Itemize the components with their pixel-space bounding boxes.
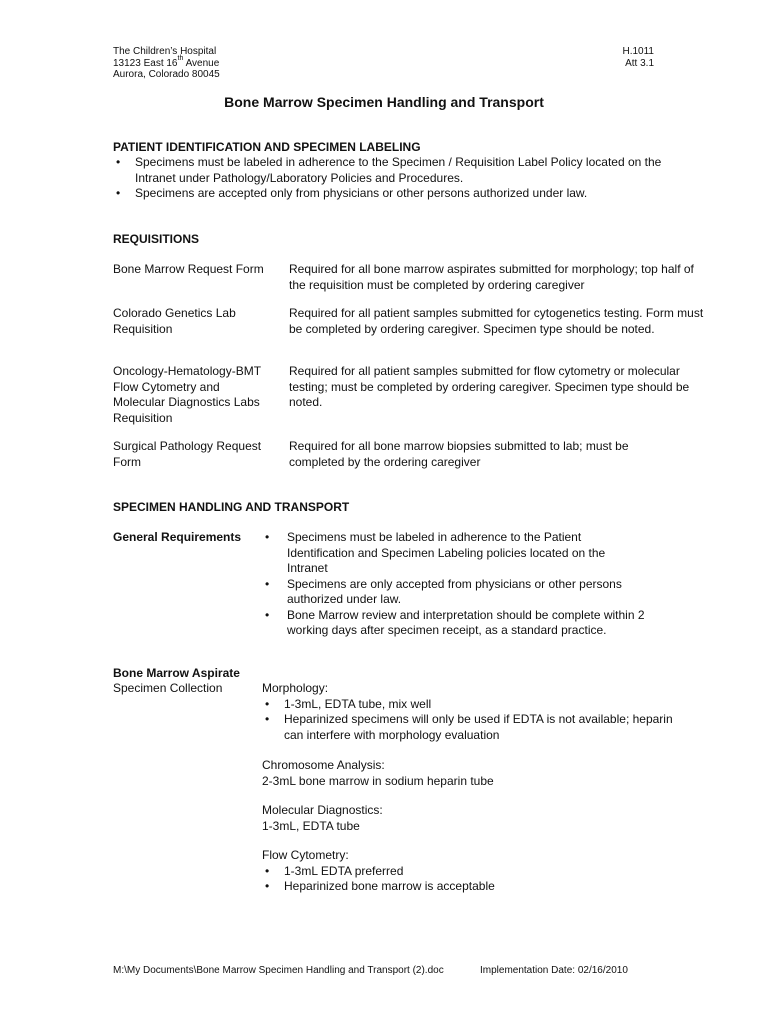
footer-file-path: M:\My Documents\Bone Marrow Specimen Handling and Transport (2).doc bbox=[113, 965, 444, 976]
list-item: • Specimens must be labeled in adherence to the Patient Identification and Specimen Labeling policies located on the Intranet bbox=[265, 530, 606, 575]
requisition-label: Colorado Genetics Lab Requisition bbox=[113, 306, 236, 336]
document-code bbox=[622, 46, 654, 69]
city-line: Aurora, Colorado 80045 bbox=[113, 69, 220, 80]
street-address: 13123 East 16th Avenue bbox=[113, 55, 220, 69]
morphology-heading: Morphology: bbox=[262, 681, 329, 695]
general-requirements-bullets bbox=[262, 530, 662, 639]
list-item: • Bone Marrow review and interpretation should be complete within 2 working days after specimen receipt, as a standard practice. bbox=[265, 607, 645, 637]
list-item: • Specimens are only accepted from physicians or other persons authorized under law. bbox=[265, 576, 622, 606]
requisition-label: Oncology-Hematology-BMT Flow Cytometry and Molecular Diagnostics Labs Requisition bbox=[113, 364, 261, 425]
list-item: • Specimens must be labeled in adherence to the Specimen / Requisition Label Policy located on the Intranet under Pathology/Laboratory Policies and Procedures. bbox=[116, 155, 662, 185]
molecular-text: 1-3mL, EDTA tube bbox=[262, 818, 360, 833]
requisition-description: Required for all bone marrow aspirates submitted for morphology; top half of the requisition must be completed by ordering caregiver bbox=[289, 262, 694, 292]
org-name: The Children’s Hospital bbox=[113, 46, 217, 57]
doc-code: H.1011 bbox=[622, 46, 654, 57]
requisition-label: Surgical Pathology Request Form bbox=[113, 439, 262, 469]
general-requirements-label: General Requirements bbox=[113, 530, 242, 544]
flow-bullets bbox=[262, 864, 682, 895]
aspirate-label: Bone Marrow Aspirate bbox=[113, 666, 240, 680]
aspirate-sublabel: Specimen Collection bbox=[113, 681, 223, 695]
attachment-code: Att 3.1 bbox=[625, 57, 654, 69]
bullet-icon: • bbox=[116, 155, 121, 169]
list-item: • Specimens are accepted only from physicians or other persons authorized under law. bbox=[116, 186, 588, 200]
bullet-icon: • bbox=[265, 607, 270, 622]
patient-id-bullets bbox=[113, 155, 673, 202]
morphology-bullets bbox=[262, 697, 682, 744]
requisition-description: Required for all patient samples submitted for cytogenetics testing. Form must be completed by ordering caregiver. Specimen type should be noted. bbox=[289, 306, 704, 336]
footer-implementation-date: Implementation Date: 02/16/2010 bbox=[480, 965, 628, 976]
institution-address bbox=[113, 46, 220, 81]
section-heading-handling: SPECIMEN HANDLING AND TRANSPORT bbox=[113, 500, 350, 514]
section-heading-patient-id: PATIENT IDENTIFICATION AND SPECIMEN LABELING bbox=[113, 140, 421, 154]
bullet-icon: • bbox=[116, 186, 121, 200]
molecular-heading: Molecular Diagnostics: bbox=[262, 803, 383, 817]
bullet-icon: • bbox=[265, 879, 270, 893]
chromosome-heading: Chromosome Analysis: bbox=[262, 758, 385, 772]
bullet-icon: • bbox=[265, 712, 270, 726]
requisition-description: Required for all patient samples submitted for flow cytometry or molecular testing; must be completed by ordering caregiver. Specimen type should be noted. bbox=[289, 364, 690, 409]
bullet-icon: • bbox=[265, 696, 270, 711]
list-item: • 1-3mL EDTA preferred bbox=[265, 863, 404, 878]
chromosome-text: 2-3mL bone marrow in sodium heparin tube bbox=[262, 773, 494, 788]
flow-heading: Flow Cytometry: bbox=[262, 848, 349, 862]
bullet-icon: • bbox=[265, 863, 270, 878]
page-title: Bone Marrow Specimen Handling and Transport bbox=[224, 94, 544, 110]
requisition-description: Required for all bone marrow biopsies submitted to lab; must be completed by the ordering caregiver bbox=[289, 439, 629, 469]
bullet-icon: • bbox=[265, 530, 270, 544]
list-item: • Heparinized specimens will only be used if EDTA is not available; heparin can interfere with morphology evaluation bbox=[265, 712, 673, 742]
section-heading-requisitions: REQUISITIONS bbox=[113, 232, 200, 246]
bullet-icon: • bbox=[265, 576, 270, 591]
list-item: • Heparinized bone marrow is acceptable bbox=[265, 879, 495, 893]
list-item: • 1-3mL, EDTA tube, mix well bbox=[265, 696, 432, 711]
requisition-label: Bone Marrow Request Form bbox=[113, 262, 264, 276]
aspirate-details bbox=[262, 681, 682, 895]
